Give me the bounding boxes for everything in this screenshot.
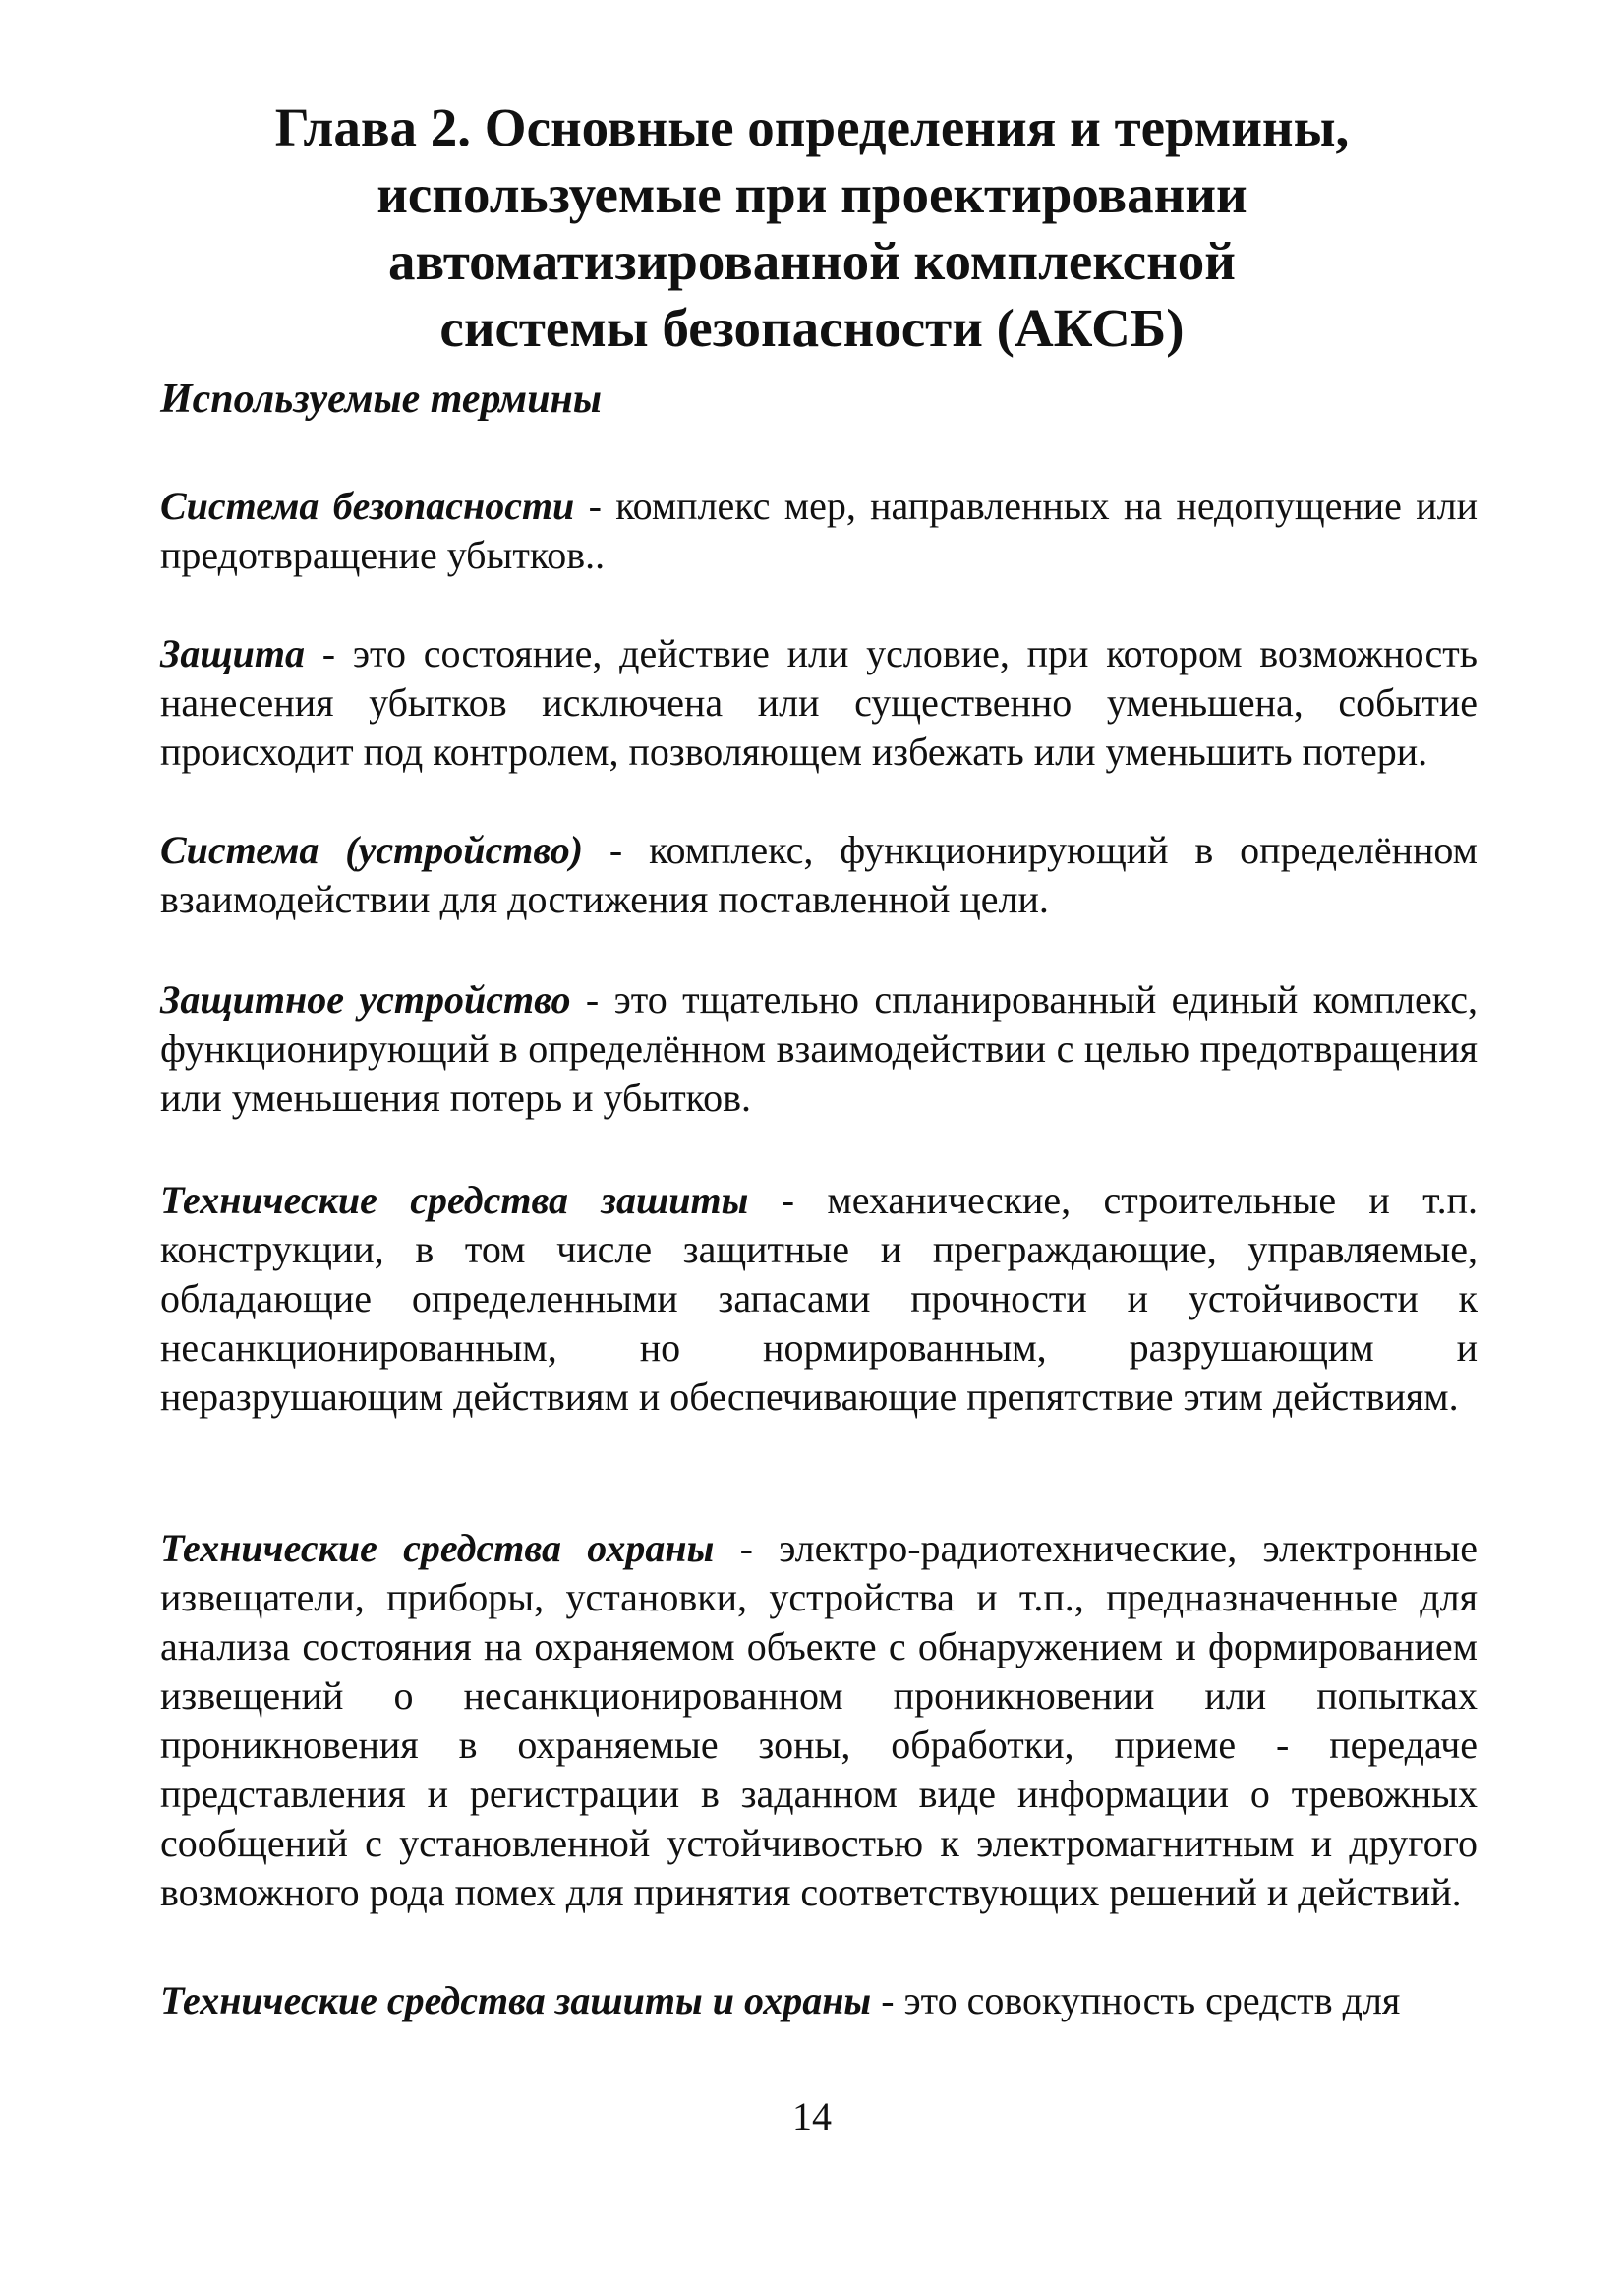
term-definition: - электро-радиотехнические, электронные извещатели, приборы, установки, устройства и т.п., предназначенные для анализа состояния на охраняемом объекте с обнаружением и формированием извещений о несанкционированном проникновении или попытках проникновения в охраняемые зоны, обработки, приеме - передаче представления и регистрации в заданном виде информации о тревожных сообщений с установленной устойчивостью к электромагнитным и другого возможного рода помех для принятия соответствующих решений и действий. bbox=[160, 1526, 1478, 1914]
term-system-device bbox=[160, 826, 1478, 924]
term-definition: - это тщательно спланированный единый комплекс, функционирующий в определённом взаимодействии с целью предотвращения или уменьшения потерь и убытков. bbox=[160, 977, 1478, 1120]
term-protection bbox=[160, 629, 1478, 777]
term-security-system bbox=[160, 482, 1478, 580]
term-name: Технические средства охраны bbox=[160, 1526, 715, 1570]
chapter-title-line: автоматизированной комплексной bbox=[388, 231, 1236, 291]
term-technical-protection-and-security-means bbox=[160, 1976, 1478, 2025]
chapter-title bbox=[197, 94, 1427, 362]
term-definition: - комплекс мер, направленных на недопущение или предотвращение убытков.. bbox=[160, 484, 1479, 577]
section-heading: Используемые термины bbox=[160, 377, 603, 422]
term-definition: - это состояние, действие или условие, при котором возможность нанесения убытков исключена или существенно уменьшена, событие происходит под контролем, позволяющем избежать или уменьшить потери. bbox=[160, 631, 1478, 774]
term-name: Система безопасности bbox=[160, 484, 575, 528]
chapter-title-line: используемые при проектировании bbox=[377, 164, 1247, 224]
term-name: Система (устройство) bbox=[160, 828, 584, 872]
term-name: Технические средства зашиты и охраны bbox=[160, 1978, 872, 2022]
term-definition: - комплекс, функционирующий в определённом взаимодействии для достижения поставленной цели. bbox=[160, 828, 1478, 921]
term-name: Технические средства зашиты bbox=[160, 1178, 749, 1222]
term-technical-protection-means bbox=[160, 1176, 1478, 1422]
chapter-title-line: Глава 2. Основные определения и термины, bbox=[274, 97, 1350, 157]
term-definition: - это совокупность средств для bbox=[871, 1978, 1401, 2022]
term-name: Защитное устройство bbox=[160, 977, 571, 1022]
chapter-title-line: системы безопасности (АКСБ) bbox=[439, 298, 1185, 358]
term-definition: - механические, строительные и т.п. конструкции, в том числе защитные и преграждающие, управляемые, обладающие определенными запасами прочности и устойчивости к несанкционированным, но нормированным, разрушающим и неразрушающим действиям и обеспечивающие препятствие этим действиям. bbox=[160, 1178, 1479, 1419]
term-technical-security-means bbox=[160, 1524, 1478, 1917]
page-number: 14 bbox=[792, 2094, 832, 2138]
term-protective-device bbox=[160, 975, 1478, 1123]
term-name: Защита bbox=[160, 631, 306, 675]
